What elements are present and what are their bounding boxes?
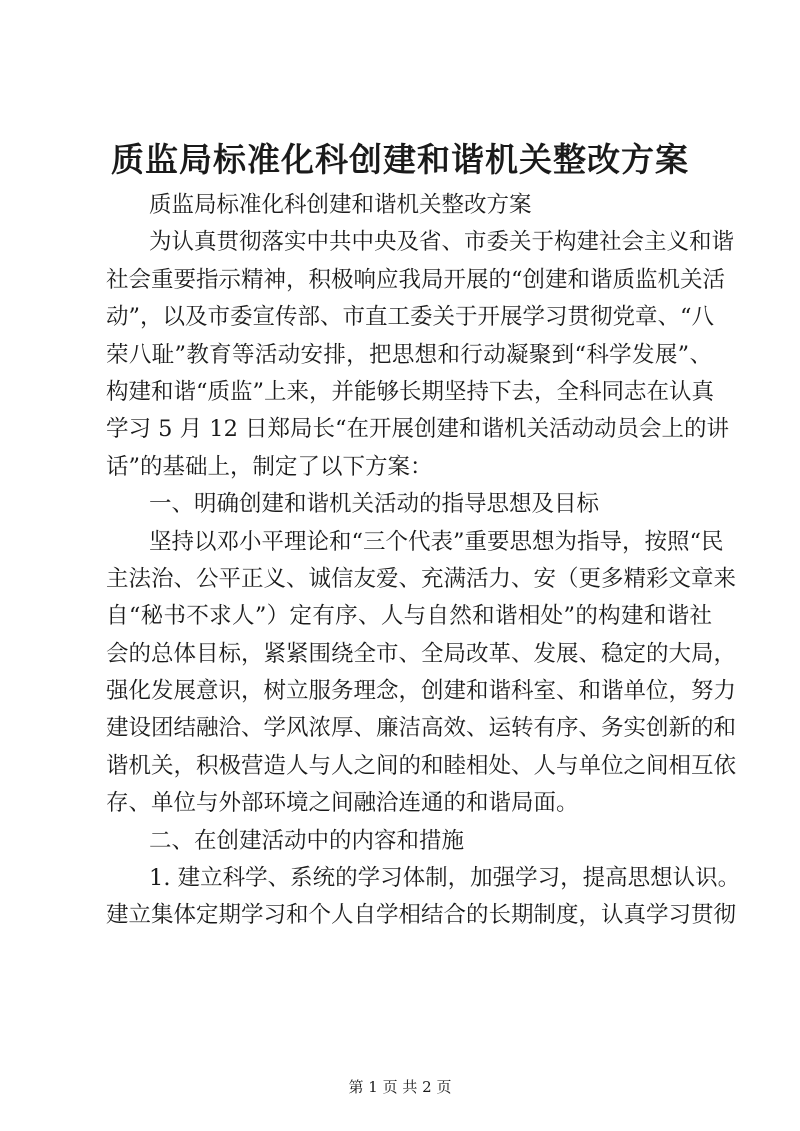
paragraph-line: 话”的基础上，制定了以下方案： (106, 453, 433, 480)
paragraph-line: 主法治、公平正义、诚信友爱、充满活力、安（更多精彩文章来 (106, 565, 737, 592)
paragraph-line: 会的总体目标，紧紧围绕全市、全局改革、发展、稳定的大局， (106, 640, 737, 667)
paragraph-line: 动”，以及市委宣传部、市直工委关于开展学习贯彻党章、“八 (106, 304, 715, 331)
page-footer: 第 1 页 共 2 页 (348, 1078, 452, 1096)
paragraph-line: 存、单位与外部环境之间融洽连通的和谐局面。 (106, 790, 579, 817)
section-heading: 一、明确创建和谐机关活动的指导思想及目标 (149, 491, 600, 518)
section-heading: 二、在创建活动中的内容和措施 (149, 827, 465, 854)
paragraph-line: 自“秘书不求人”）定有序、人与自然和谐相处”的构建和谐社 (106, 603, 712, 630)
paragraph-line: 为认真贯彻落实中共中央及省、市委关于构建社会主义和谐 (149, 229, 735, 256)
paragraph-line: 谐机关，积极营造人与人之间的和睦相处、人与单位之间相互依 (106, 752, 737, 779)
paragraph-line: 构建和谐“质监”上来，并能够长期坚持下去，全科同志在认真 (106, 378, 715, 405)
paragraph-line: 建设团结融洽、学风浓厚、廉洁高效、运转有序、务实创新的和 (106, 715, 737, 742)
paragraph-line: 荣八耻”教育等活动安排，把思想和行动凝聚到“科学发展”、 (106, 341, 712, 368)
document-title: 质监局标准化科创建和谐机关整改方案 (111, 140, 689, 179)
paragraph-line: 建立集体定期学习和个人自学相结合的长期制度，认真学习贯彻 (106, 902, 737, 929)
paragraph-line: 1. 建立科学、系统的学习体制，加强学习，提高思想认识。 (149, 865, 741, 892)
paragraph-line: 社会重要指示精神，积极响应我局开展的“创建和谐质监机关活 (106, 266, 726, 293)
paragraph-line: 学习 5 月 12 日郑局长“在开展创建和谐机关活动动员会上的讲 (106, 416, 730, 443)
paragraph-line: 强化发展意识，树立服务理念，创建和谐科室、和谐单位，努力 (106, 678, 737, 705)
subtitle-line: 质监局标准化科创建和谐机关整改方案 (149, 192, 532, 218)
paragraph-line: 坚持以邓小平理论和“三个代表”重要思想为指导，按照“民 (149, 528, 724, 555)
document-body (106, 187, 741, 935)
